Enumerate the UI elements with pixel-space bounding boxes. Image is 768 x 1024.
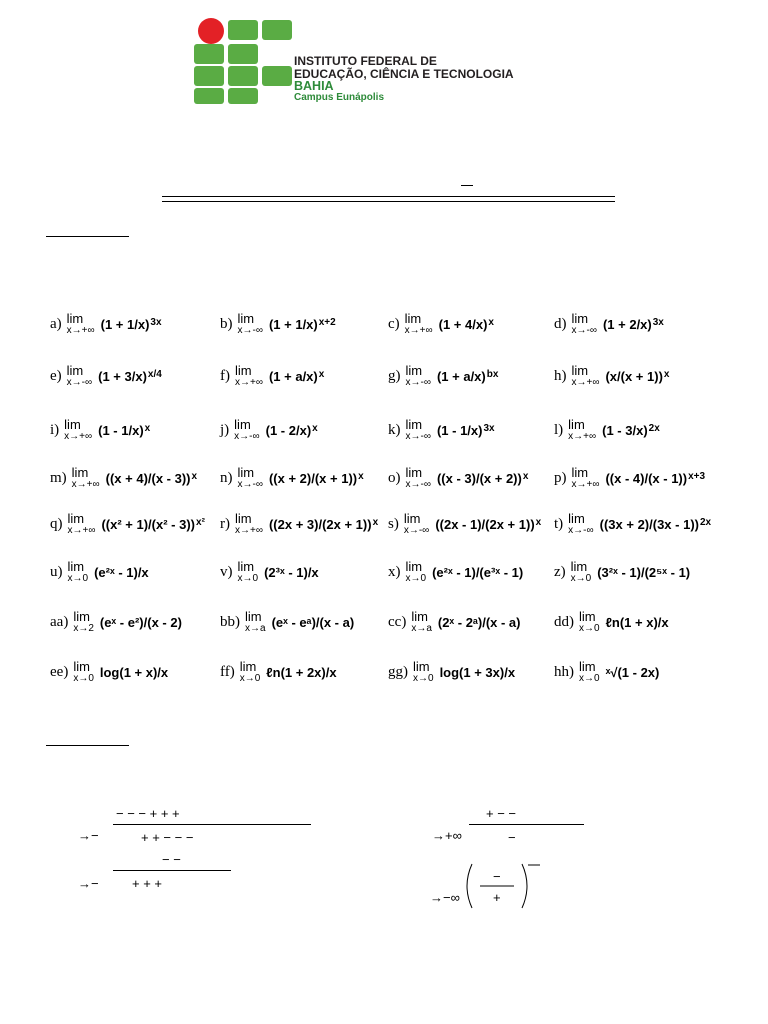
limit-subscript: x→+∞	[64, 430, 93, 442]
expression-body: log(1 + x)/x	[99, 664, 169, 680]
logo-line-1: INSTITUTO FEDERAL DE	[294, 54, 437, 68]
exercise-label: f)	[220, 367, 230, 384]
limit-subscript: x→+∞	[66, 324, 95, 336]
limit-subscript: x→0	[73, 672, 94, 684]
limit-operator	[568, 512, 593, 536]
logo-red-circle	[198, 18, 224, 44]
p2-r2-right-numerator: −	[493, 869, 501, 884]
limit-expression	[440, 665, 516, 680]
limit-word: lim	[235, 363, 252, 378]
p2-r2-left-fraction-bar	[113, 870, 231, 871]
exercise-label: g)	[388, 367, 401, 384]
limit-word: lim	[405, 465, 423, 480]
expression-body: (e²ˣ - 1)/(e³ˣ - 1)	[432, 564, 524, 580]
limit-operator	[64, 418, 92, 442]
p2-r1-left-numerator: − − − + + +	[116, 806, 180, 821]
exercise-f	[220, 364, 324, 388]
expression-body: (1 + a/x)	[436, 368, 486, 384]
exercise-h	[554, 364, 669, 388]
limit-operator	[234, 418, 259, 442]
exercise-c	[388, 312, 494, 336]
expression-body: (1 - 1/x)	[98, 422, 144, 438]
limit-expression	[266, 665, 336, 680]
exercise-label: b)	[220, 315, 233, 332]
expression-exponent: x	[663, 368, 670, 380]
limit-subscript: x→+∞	[571, 376, 600, 388]
expression-body: (1 + 2/x)	[602, 316, 652, 332]
exercise-m	[50, 466, 197, 490]
limit-subscript: x→+∞	[67, 524, 96, 536]
exercise-d	[554, 312, 664, 336]
exercise-label: h)	[554, 367, 567, 384]
limit-operator	[405, 312, 433, 336]
limit-subscript: x→0	[579, 622, 600, 634]
limit-expression	[603, 317, 664, 332]
expression-body: ((x - 4)/(x - 1))	[605, 470, 688, 486]
limit-expression	[264, 565, 319, 580]
limit-word: lim	[571, 465, 589, 480]
expression-body: ((2x - 1)/(2x + 1))	[435, 516, 535, 532]
limit-expression	[94, 565, 149, 580]
exercise-t	[554, 512, 711, 536]
limit-operator	[68, 560, 89, 584]
limit-word: lim	[403, 511, 421, 526]
limit-operator	[67, 312, 95, 336]
limit-operator	[238, 312, 263, 336]
expression-exponent: 2x	[699, 516, 712, 528]
p2-r1-right-arrow: →+∞	[432, 828, 462, 843]
limit-word: lim	[64, 417, 81, 432]
expression-body: (2ˣ - 2ᵃ)/(x - a)	[437, 614, 521, 630]
limit-subscript: x→+∞	[235, 376, 263, 388]
expression-body: (eˣ - e²)/(x - 2)	[99, 614, 182, 630]
limit-operator	[238, 466, 263, 490]
expression-body: (1 + 1/x)	[268, 316, 318, 332]
limit-expression	[606, 615, 669, 630]
limit-operator	[568, 418, 596, 442]
logo-line-4: Campus Eunápolis	[294, 92, 385, 103]
exercise-x	[388, 560, 523, 584]
limit-word: lim	[405, 559, 423, 574]
expression-exponent: x	[535, 516, 542, 528]
limit-subscript: x→-∞	[234, 430, 260, 442]
limit-expression	[100, 615, 182, 630]
limit-subscript: x→0	[579, 672, 600, 684]
limit-subscript: x→0	[405, 572, 427, 584]
exercise-j	[220, 418, 318, 442]
limit-subscript: x→-∞	[237, 324, 263, 336]
p2-r2-right-parentheses	[462, 862, 542, 910]
limit-word: lim	[568, 417, 585, 432]
exercise-label: dd)	[554, 613, 574, 630]
limit-operator	[579, 660, 600, 684]
limit-word: lim	[245, 609, 262, 624]
exercise-label: p)	[554, 469, 567, 486]
limit-operator	[235, 364, 263, 388]
expression-exponent: x	[372, 516, 379, 528]
expression-body: (eˣ - eᵃ)/(x - a)	[271, 614, 355, 630]
expression-body: ((x - 3)/(x + 2))	[436, 470, 522, 486]
limit-operator	[411, 610, 432, 634]
p2-r1-right-numerator: + − −	[486, 806, 516, 821]
limit-word: lim	[237, 465, 255, 480]
limit-subscript: x→2	[73, 622, 94, 634]
section-2-underline	[46, 745, 129, 746]
exercise-dd	[554, 610, 669, 634]
limit-word: lim	[413, 659, 430, 674]
limit-expression	[606, 665, 660, 680]
exercise-a	[50, 312, 162, 336]
limit-expression	[272, 615, 355, 630]
exercise-label: ee)	[50, 663, 69, 680]
exercise-label: o)	[388, 469, 401, 486]
limit-subscript: x→+∞	[568, 430, 597, 442]
limit-operator	[572, 312, 597, 336]
limit-word: lim	[66, 363, 84, 378]
limit-word: lim	[239, 659, 257, 674]
exercise-label: s)	[388, 515, 399, 532]
limit-word: lim	[237, 559, 255, 574]
expression-body: (1 + 3/x)	[98, 368, 147, 384]
expression-body: (2³ˣ - 1)/x	[264, 564, 319, 580]
exercise-q	[50, 512, 205, 536]
limit-subscript: x→+∞	[71, 478, 100, 490]
limit-word: lim	[73, 609, 90, 624]
limit-expression	[269, 471, 364, 486]
limit-word: lim	[404, 311, 422, 326]
limit-operator	[406, 466, 431, 490]
exercise-label: t)	[554, 515, 564, 532]
limit-subscript: x→-∞	[66, 376, 93, 388]
expression-body: ((x² + 1)/(x² - 3))	[101, 516, 196, 532]
limit-subscript: x→a	[245, 622, 266, 634]
limit-operator	[245, 610, 266, 634]
limit-subscript: x→0	[67, 572, 89, 584]
exercise-b	[220, 312, 336, 336]
limit-operator	[72, 466, 100, 490]
limit-expression	[101, 317, 162, 332]
expression-exponent: x	[312, 422, 318, 434]
exercise-label: c)	[388, 315, 400, 332]
exercise-hh	[554, 660, 659, 684]
limit-operator	[572, 466, 600, 490]
expression-exponent: 3x	[483, 422, 495, 434]
limit-word: lim	[405, 417, 423, 432]
p2-r2-left-arrow: →−	[78, 876, 99, 891]
expression-body: (x/(x + 1))	[605, 368, 663, 384]
expression-exponent: x+2	[318, 316, 336, 328]
p2-r2-right-arrow: →−∞	[430, 890, 460, 905]
limit-operator	[413, 660, 434, 684]
expression-body: (1 + a/x)	[268, 368, 318, 384]
exercise-o	[388, 466, 528, 490]
limit-operator	[571, 560, 592, 584]
p2-r2-left-numerator: − −	[162, 852, 181, 867]
limit-subscript: x→0	[570, 572, 592, 584]
exercise-bb	[220, 610, 354, 634]
limit-operator	[73, 660, 94, 684]
p2-r1-left-arrow: →−	[78, 828, 99, 843]
exercise-label: l)	[554, 421, 564, 438]
limit-expression	[437, 471, 528, 486]
expression-exponent: x	[522, 470, 529, 482]
limit-word: lim	[571, 311, 589, 326]
limit-expression	[266, 423, 318, 438]
limit-subscript: x→-∞	[403, 524, 430, 536]
limit-word: lim	[411, 609, 428, 624]
limit-expression	[597, 565, 690, 580]
limit-subscript: x→-∞	[405, 376, 431, 388]
exercise-v	[220, 560, 319, 584]
limit-expression	[602, 423, 660, 438]
expression-body: ((x + 2)/(x + 1))	[268, 470, 358, 486]
limit-operator	[235, 512, 263, 536]
expression-exponent: x²	[196, 516, 205, 528]
exercise-label: aa)	[50, 613, 69, 630]
limit-expression	[106, 471, 197, 486]
exercise-label: q)	[50, 515, 63, 532]
expression-body: ((2x + 3)/(2x + 1))	[268, 516, 372, 532]
expression-exponent: 3x	[652, 316, 664, 328]
exercise-label: hh)	[554, 663, 574, 680]
expression-body: (1 - 3/x)	[602, 422, 648, 438]
p2-r2-right-denominator: +	[493, 890, 501, 905]
exercise-label: j)	[220, 421, 230, 438]
limit-subscript: x→-∞	[568, 524, 594, 536]
limit-operator	[68, 512, 96, 536]
p2-r1-left-denominator: + + − − −	[141, 830, 194, 845]
exercise-label: z)	[554, 563, 566, 580]
limit-expression	[98, 369, 162, 384]
exercise-label: k)	[388, 421, 401, 438]
p2-r1-right-fraction-bar	[469, 824, 584, 825]
exercise-label: ff)	[220, 663, 235, 680]
exercise-gg	[388, 660, 515, 684]
exercise-z	[554, 560, 690, 584]
exercise-label: i)	[50, 421, 60, 438]
header-rule	[162, 196, 615, 202]
exercise-g	[388, 364, 498, 388]
limit-operator	[406, 418, 431, 442]
limit-subscript: x→+∞	[404, 324, 433, 336]
expression-exponent: x+3	[688, 470, 706, 482]
expression-exponent: x	[488, 316, 494, 328]
limit-expression	[435, 517, 541, 532]
limit-word: lim	[235, 511, 252, 526]
limit-subscript: x→-∞	[237, 478, 263, 490]
exercise-e	[50, 364, 162, 388]
exercise-l	[554, 418, 660, 442]
exercise-r	[220, 512, 378, 536]
p2-r2-left-denominator: + + +	[132, 876, 162, 891]
exercise-label: r)	[220, 515, 230, 532]
expression-body: ℓn(1 + 2x)/x	[266, 664, 337, 680]
logo-line-3: BAHIA	[294, 79, 334, 93]
limit-expression	[600, 517, 711, 532]
limit-word: lim	[570, 559, 588, 574]
expression-body: ˣ√(1 - 2x)	[605, 664, 660, 680]
limit-word: lim	[73, 659, 90, 674]
expression-exponent: 2x	[648, 422, 660, 434]
limit-expression	[605, 369, 669, 384]
logo-line-2: EDUCAÇÃO, CIÊNCIA E TECNOLOGIA	[294, 67, 514, 81]
expression-body: (1 + 1/x)	[100, 316, 150, 332]
exercise-aa	[50, 610, 182, 634]
section-1-underline	[46, 236, 129, 237]
exercise-label: v)	[220, 563, 233, 580]
exercise-u	[50, 560, 149, 584]
exercise-label: n)	[220, 469, 233, 486]
limit-word: lim	[67, 559, 85, 574]
limit-expression	[269, 517, 378, 532]
limit-expression	[605, 471, 705, 486]
exercise-label: m)	[50, 469, 67, 486]
limit-expression	[98, 423, 150, 438]
exercise-label: gg)	[388, 663, 408, 680]
expression-body: (1 - 2/x)	[265, 422, 312, 438]
limit-expression	[101, 517, 204, 532]
exercise-label: a)	[50, 315, 62, 332]
limit-operator	[404, 512, 429, 536]
exercise-label: d)	[554, 315, 567, 332]
expression-body: (e²ˣ - 1)/x	[94, 564, 149, 580]
exercise-label: bb)	[220, 613, 240, 630]
limit-subscript: x→-∞	[405, 478, 431, 490]
limit-operator	[406, 560, 427, 584]
p2-r1-left-fraction-bar	[113, 824, 311, 825]
exercise-label: e)	[50, 367, 62, 384]
expression-exponent: 3x	[150, 316, 162, 328]
limit-subscript: x→0	[239, 672, 261, 684]
exercise-label: cc)	[388, 613, 407, 630]
limit-word: lim	[579, 609, 596, 624]
limit-word: lim	[237, 311, 255, 326]
limit-word: lim	[234, 417, 251, 432]
expression-exponent: x/4	[147, 368, 162, 380]
expression-exponent: x	[144, 422, 151, 434]
expression-body: (1 - 1/x)	[436, 422, 483, 438]
limit-operator	[73, 610, 94, 634]
limit-operator	[240, 660, 261, 684]
exercise-n	[220, 466, 364, 490]
exercise-label: u)	[50, 563, 63, 580]
limit-expression	[269, 317, 336, 332]
limit-expression	[437, 369, 498, 384]
limit-operator	[579, 610, 600, 634]
limit-expression	[439, 317, 494, 332]
exercise-s	[388, 512, 541, 536]
limit-expression	[432, 565, 523, 580]
limit-word: lim	[405, 363, 423, 378]
expression-exponent: x	[191, 470, 198, 482]
limit-subscript: x→a	[411, 622, 432, 634]
exercise-p	[554, 466, 705, 490]
expression-exponent: bx	[486, 368, 499, 380]
expression-body: log(1 + 3x)/x	[439, 664, 516, 680]
limit-expression	[437, 423, 495, 438]
limit-operator	[572, 364, 600, 388]
limit-operator	[406, 364, 431, 388]
limit-word: lim	[579, 659, 596, 674]
limit-subscript: x→0	[413, 672, 434, 684]
exercise-i	[50, 418, 150, 442]
expression-exponent: x	[318, 368, 325, 380]
expression-body: ((x + 4)/(x - 3))	[105, 470, 191, 486]
exercise-ff	[220, 660, 337, 684]
expression-body: (1 + 4/x)	[438, 316, 488, 332]
exercise-ee	[50, 660, 168, 684]
expression-body: (3²ˣ - 1)/(2⁵ˣ - 1)	[597, 564, 691, 580]
limit-subscript: x→+∞	[571, 478, 600, 490]
limit-word: lim	[71, 465, 89, 480]
limit-subscript: x→-∞	[405, 430, 431, 442]
expression-body: ((3x + 2)/(3x - 1))	[599, 516, 699, 532]
limit-subscript: x→+∞	[235, 524, 263, 536]
header-accent-mark	[461, 185, 473, 186]
limit-word: lim	[66, 311, 84, 326]
exercise-label: x)	[388, 563, 401, 580]
limit-expression	[100, 665, 168, 680]
limit-word: lim	[568, 511, 585, 526]
limit-word: lim	[571, 363, 589, 378]
limit-word: lim	[67, 511, 85, 526]
limit-subscript: x→0	[237, 572, 259, 584]
exercise-cc	[388, 610, 521, 634]
expression-exponent: x	[358, 470, 364, 482]
limit-expression	[269, 369, 324, 384]
p2-r1-right-denominator: −	[508, 830, 516, 845]
expression-body: ℓn(1 + x)/x	[605, 614, 669, 630]
exercise-k	[388, 418, 495, 442]
institute-logo	[192, 18, 564, 104]
limit-subscript: x→-∞	[571, 324, 597, 336]
limit-operator	[238, 560, 259, 584]
limit-expression	[438, 615, 521, 630]
limit-operator	[67, 364, 92, 388]
